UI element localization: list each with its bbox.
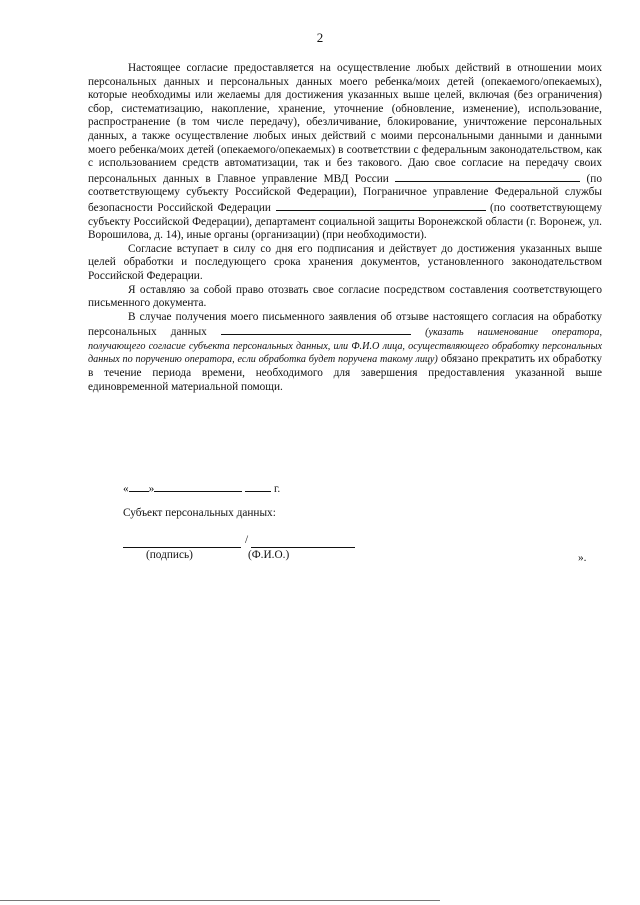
signature-caption: (подпись) <box>146 549 193 561</box>
paragraph-revocation-right: Я оставляю за собой право отозвать свое согласие посредством составления соответствующего письменного документа. <box>88 283 602 310</box>
page-number: 2 <box>316 30 324 45</box>
date-line <box>123 481 280 495</box>
day-blank[interactable] <box>129 481 149 492</box>
closing-quote: ». <box>578 552 587 564</box>
paragraph-revocation <box>88 311 602 395</box>
mvd-region-blank[interactable] <box>395 171 580 182</box>
operator-blank[interactable] <box>221 324 411 335</box>
name-blank[interactable] <box>251 536 355 548</box>
bottom-rule <box>0 900 440 901</box>
signature-blank[interactable] <box>123 536 241 548</box>
paragraph-scope-end: (по соответствующему субъекту Российской Федерации), департамент социальной защиты Воронежской области (г. Воронеж, ул. Ворошилова, д. 14), иные органы (организации) (при необходимости). <box>88 201 602 242</box>
signature-slash: / <box>245 534 249 546</box>
consent-body <box>88 62 602 394</box>
year-blank[interactable] <box>245 481 271 492</box>
operator-instruction: (указать наименование оператора, получающего согласие субъекта персональных данных, или Ф.И.О лица, осуществляющего обработку персональных данных по поручению оператора, если обработка будет поручена такому лицу) <box>88 327 603 366</box>
subject-label: Субъект персональных данных: <box>123 507 276 519</box>
fsb-region-blank[interactable] <box>276 200 486 211</box>
name-caption: (Ф.И.О.) <box>248 549 290 561</box>
signature-block <box>123 536 603 566</box>
paragraph-scope <box>88 62 602 243</box>
month-blank[interactable] <box>154 481 242 492</box>
paragraph-revocation-end: обязано прекратить их обработку в течение периода времени, необходимого для завершения предоставления указанной выше единовременной материальной помощи. <box>88 353 602 393</box>
paragraph-revocation-start: В случае получения моего письменного заявления об отзыве настоящего согласия на обработку персональных данных <box>88 310 602 339</box>
date-close-quote: » <box>148 483 155 495</box>
year-suffix: г. <box>273 483 281 495</box>
paragraph-scope-text: Настоящее согласие предоставляется на осуществление любых действий в отношении моих персональных данных и персональных данных моего ребенка/моих детей (опекаемого/опекаемых), которые необходимы или желаемы для достижения указанных выше целей, включая (без ограничения) сбор, систематизацию, накопление, хранение, уточнение (обновление, изменение), использование, распространение (в том числе передачу), обезличивание, блокирование, уничтожение персональных данных, а также осуществление любых иных действий с моими персональными данными и данными моего ребенка/моих детей (опекаемого/опекаемых) в соответствии с федеральным законодательством, как с использованием средств автоматизации, так и без такового. Даю свое согласие на передачу своих персональных данных в Главное управление МВД России <box>88 62 602 185</box>
paragraph-scope-continued: (по соответствующему субъекту Российской Федерации), Пограничное управление Федеральной службы безопасности Российской Федерации <box>88 172 603 214</box>
paragraph-validity: Согласие вступает в силу со дня его подписания и действует до достижения указанных выше целей обработки и последующего срока хранения документов, установленного законодательством Российской Федерации. <box>88 242 602 282</box>
date-open-quote: « <box>123 483 129 495</box>
